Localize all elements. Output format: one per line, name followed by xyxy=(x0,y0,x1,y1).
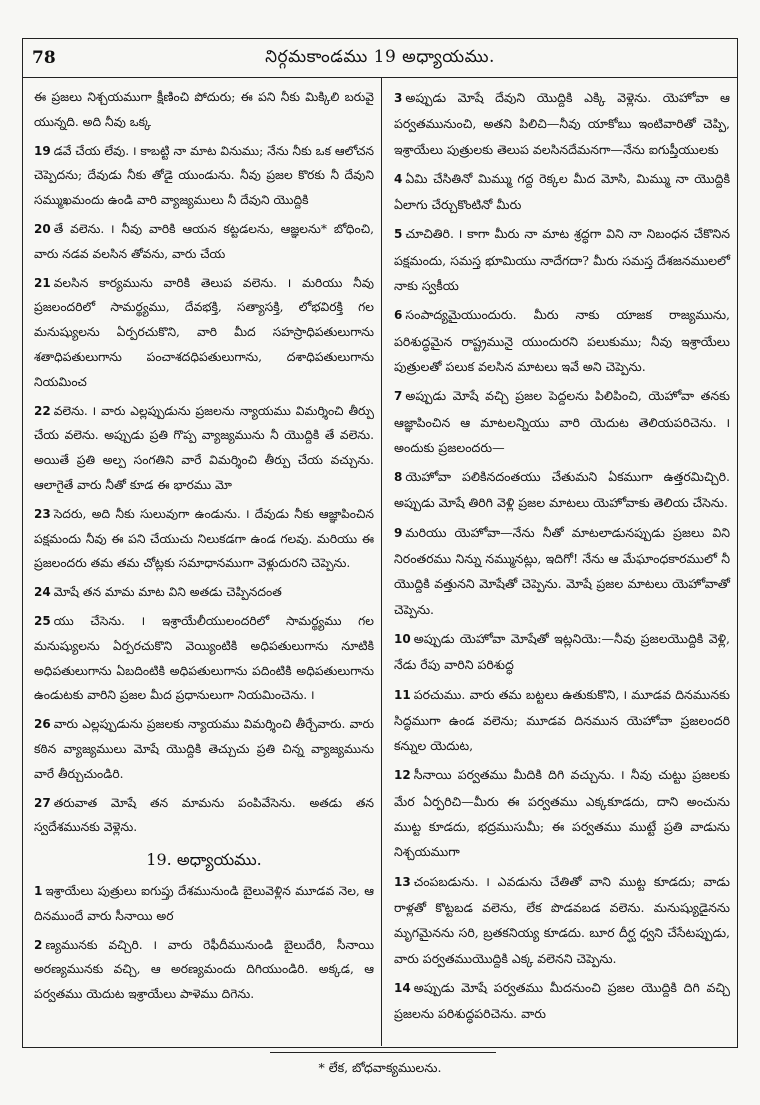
verse-text: మరియు యెహోవా—నేను నీతో మాటలాడునప్పుడు ప్రజలు విని నిరంతరము నిన్ను నమ్మునట్లు, ఇదిగో! నేను ఆ మేఘాంధకారములో నీ యొద్దికి వత్తునని మోషేతో చెప్పెను. మోషే ప్రజల మాటలు యెహోవాతో చెప్పెను. xyxy=(394,524,730,617)
verse-text: ఈ ప్రజలు నిశ్చయముగా క్షీణించి పోదురు; ఈ పని నీకు మిక్కిలి బరువై యున్నది. అది నీవు ఒక్క xyxy=(34,90,374,129)
verse-number: 8 xyxy=(394,470,403,485)
footnote: * లేక, బోధవాక్యములను. xyxy=(318,1060,442,1075)
footnote-rule xyxy=(270,1052,496,1053)
chapter-heading: 19. అధ్యాయము. xyxy=(146,850,262,870)
page-header xyxy=(22,38,738,78)
verse-paragraph xyxy=(394,221,730,298)
verse-paragraph xyxy=(34,217,374,267)
verse-text: యెహోవా పలికినదంతయు చేతుమని ఏకముగా ఉత్తరమిచ్చిరి. అప్పుడు మోషే తిరిగి వెళ్లి ప్రజల మాటలు యెహోవాకు తెలియ చేసెను. xyxy=(394,469,730,511)
column-divider xyxy=(381,78,382,1046)
verse-text: వారు ఎల్లప్పుడును ప్రజలకు న్యాయము విమర్శించి తీర్చేవారు. వారు కఠిన వ్యాజ్యములు మోషే యొద్దికి తెచ్చుచు ప్రతి చిన్న వ్యాజ్యమును వారే తీర్చుచుండిరి. xyxy=(34,717,374,781)
running-title: నిర్గమకాండము 19 అధ్యాయము. xyxy=(265,47,495,67)
verse-number: 6 xyxy=(394,308,403,323)
right-column xyxy=(394,85,730,1030)
verse-paragraph xyxy=(34,791,374,841)
verse-paragraph xyxy=(394,626,730,678)
verse-number: 22 xyxy=(34,403,51,418)
verse-number: 1 xyxy=(34,883,43,898)
verse-number: 9 xyxy=(394,525,403,540)
verse-text: అప్పుడు మోషే పర్వతము మీదనుంచి ప్రజల యొద్దికి దిగి వచ్చి ప్రజలను పరిశుద్ధపరిచెను. వారు xyxy=(394,979,730,1022)
bible-page xyxy=(22,38,738,1100)
right-verses xyxy=(394,85,730,1026)
verse-text: సెదరు, అది నీకు సులువుగా ఉండును. ౹ దేవుడు నీకు ఆజ్ఞాపించిన పక్షమందు నీవు ఈ పని చేయుచు నిలుకడగా ఉండ గలవు. మరియు ఈ ప్రజలందరు తమ తమ చోట్లకు సమాధానముగా వెళ్లుదురని చెప్పెను. xyxy=(34,506,374,571)
verse-text: అప్పుడు మోషే వచ్చి ప్రజల పెద్దలను పిలిపించి, యెహోవా తనకు ఆజ్ఞాపించిన ఆ మాటలన్నియు వారి యెదుట తెలియపరిచెను. ౹ అందుకు ప్రజలందరు— xyxy=(394,388,730,455)
verse-text: పరచుము. వారు తమ బట్టలు ఉతుకుకొని, ౹ మూడవ దినమునకు సిద్ధముగా ఉండ వలెను; మూడవ దినమున యెహోవా ప్రజలందరి కన్నుల యెదుట, xyxy=(394,686,730,754)
verse-paragraph xyxy=(394,975,730,1027)
verse-number: 11 xyxy=(394,687,411,702)
left-column xyxy=(34,85,374,1011)
verse-text: వలెను. ౹ వారు ఎల్లప్పుడును ప్రజలను న్యాయము విమర్శించి తీర్పు చేయ వలెను. అప్పుడు ప్రతి గొప్ప వ్యాజ్యమును నీ యొద్దికి తే వలెను. అయితే ప్రతి అల్ప సంగతిని వారే విమర్శించి తీర్పు చేయ వచ్చును. ఆలాగైతే వారు నీతో కూడ ఈ భారము మో xyxy=(34,403,374,492)
verse-paragraph xyxy=(394,85,730,162)
verse-number: 23 xyxy=(34,506,51,521)
verse-number: 12 xyxy=(394,768,411,783)
verse-paragraph xyxy=(34,879,374,929)
verse-text: అప్పుడు మోషే దేవుని యొద్దికి ఎక్కి వెళ్లెను. యెహోవా ఆ పర్వతమునుంచి, అతని పిలిచి—నీవు యాకోబు ఇంటివారితో చెప్పి, ఇశ్రాయేలు పుత్రులకు తెలుప వలసినదేమనగా—నేను ఐగుప్తీయులకు xyxy=(394,90,730,157)
verse-text: మోషే తన మామ మాట విని అతడు చెప్పినదంత xyxy=(53,585,282,600)
verse-number: 25 xyxy=(34,613,51,628)
verse-paragraph xyxy=(34,502,374,576)
verse-number: 3 xyxy=(394,91,403,105)
verse-number: 4 xyxy=(394,171,403,186)
verse-number: 2 xyxy=(34,937,43,952)
verse-paragraph xyxy=(34,580,374,605)
verse-number: 26 xyxy=(34,717,51,732)
verse-text: వలసిన కార్యమును వారికి తెలుప వలెను. ౹ మరియు నీవు ప్రజలందరిలో సామర్థ్యము, దేవభక్తి, సత్యాసక్తి, లోభవిరక్తి గల మనుష్యులను ఏర్పరచుకొని, వారి మీద సహస్రాధిపతులుగాను శతాధిపతులుగాను పంచాశదధిపతులుగాను, దశాధిపతులుగాను నియమించ xyxy=(34,275,374,389)
verse-paragraph xyxy=(394,166,730,218)
verse-number: 24 xyxy=(34,585,51,600)
verse-text: ణ్యమునకు వచ్చిరి. ౹ వారు రెఫీదీమునుండి బైలుదేరి, సీనాయి అరణ్యమునకు వచ్చి, ఆ అరణ్యమందు దిగియుండిరి. అక్కడ, ఆ పర్వతము యెదుట ఇశ్రాయేలు పాళెము దిగెను. xyxy=(34,937,374,1002)
verse-text: చంపబడును. ౹ ఎవడును చేతితో వాని ముట్ట కూడదు; వాడు రాళ్లతో కొట్టబడ వలెను, లేక పొడవబడ వలెను. మనుష్యుడైనను మృగమైనను సరి, బ్రతకనియ్య కూడదు. బూర దీర్ఘ ధ్వని చేసేటప్పుడు, వారు పర్వతముయొద్దికి ఎక్క వలెనని చెప్పెను. xyxy=(394,873,730,966)
verse-paragraph xyxy=(394,869,730,971)
verse-number: 20 xyxy=(34,221,51,236)
verse-text: సంపాద్యమైయుందురు. మీరు నాకు యాజక రాజ్యమును, పరిశుద్ధమైన రాష్ట్రమునై యుందురని పలుకుము; నీవు ఇశ్రాయేలు పుత్రులతో పలుక వలసిన మాటలు ఇవే అని చెప్పెను. xyxy=(394,307,730,374)
verse-paragraph xyxy=(394,464,730,516)
page-number: 78 xyxy=(32,48,56,68)
verse-text: యు చేసెను. ౹ ఇశ్రాయేలీయులందరిలో సామర్థ్యము గల మనుష్యులను ఏర్పరచుకొని వెయ్యింటికి అధిపతులుగాను నూటికి అధిపతులుగాను ఏబదింటికి అధిపతులుగాను పదింటికి అధిపతులుగాను ఉండుటకు వారిని ప్రజల మీద ప్రధానులుగా నియమించెను. ౹ xyxy=(34,613,374,703)
verse-number: 13 xyxy=(394,874,411,889)
verse-number: 5 xyxy=(394,227,403,242)
verse-text: తరువాత మోషే తన మామను పంపివేసెను. అతడు తన స్వదేశమునకు వెళ్లెను. xyxy=(34,795,374,835)
verse-number: 19 xyxy=(34,143,51,158)
verse-paragraph xyxy=(394,682,730,759)
verse-number: 14 xyxy=(394,980,411,995)
verse-paragraph xyxy=(34,271,374,395)
verse-text: అప్పుడు యెహోవా మోషేతో ఇట్లనియె:—నీవు ప్రజలయొద్దికి వెళ్లి, నేడు రేపు వారిని పరిశుద్ధ xyxy=(394,630,730,673)
verse-paragraph xyxy=(394,762,730,864)
chapter-verses xyxy=(34,879,374,1007)
verse-paragraph xyxy=(34,609,374,708)
verse-number: 27 xyxy=(34,795,51,810)
left-verses xyxy=(34,85,374,840)
verse-paragraph xyxy=(34,712,374,786)
verse-number: 21 xyxy=(34,275,51,290)
verse-text: తే వలెను. ౹ నీవు వారికి ఆయన కట్టడలను, ఆజ్ఞలను* బోధించి, వారు నడవ వలసిన తోవను, వారు చేయ xyxy=(34,221,374,261)
verse-paragraph xyxy=(34,139,374,213)
verse-text: చూచితిరి. ౹ కాగా మీరు నా మాట శ్రద్ధగా విని నా నిబంధన చేకొనిన పక్షమందు, సమస్త భూమియు నాదేగదా? మీరు సమస్త దేశజనములలో నాకు స్వకీయ xyxy=(394,226,730,294)
verse-paragraph xyxy=(394,302,730,379)
verse-paragraph xyxy=(34,85,374,135)
verse-number: 10 xyxy=(394,631,411,646)
verse-text: ఇశ్రాయేలు పుత్రులు ఐగుప్తు దేశమునుండి బైలువెళ్లిన మూడవ నెల, ఆ దినముందే వారు సీనాయి అర xyxy=(34,883,374,923)
verse-number: 7 xyxy=(394,389,403,404)
verse-paragraph xyxy=(394,383,730,460)
verse-text: సీనాయి పర్వతము మీదికి దిగి వచ్చును. ౹ నీవు చుట్టు ప్రజలకు మేర ఏర్పరిచి—మీరు ఈ పర్వతము ఎక్కకూడదు, దాని అంచును ముట్ట కూడదు, భద్రముసుమీ; ఈ పర్వతము ముట్టే ప్రతి వాడును నిశ్చయముగా xyxy=(394,767,730,860)
verse-text: డవే చేయ లేవు. ౹ కాబట్టి నా మాట వినుము; నేను నీకు ఒక ఆలోచన చెప్పెదను; దేవుడు నీకు తోడై యుండును. నీవు ప్రజల కొరకు నీ దేవుని సమ్ముఖమందు ఉండి వారి వ్యాజ్యములు నీ దేవుని యొద్దికి xyxy=(34,143,374,208)
verse-paragraph xyxy=(34,399,374,498)
verse-text: ఏమి చేసితినో మిమ్ము గద్ద రెక్కల మీద మోసి, మిమ్ము నా యొద్దికి ఏలాగు చేర్చుకొంటినో మీరు xyxy=(394,170,730,213)
verse-paragraph xyxy=(34,933,374,1007)
verse-paragraph xyxy=(394,520,730,622)
